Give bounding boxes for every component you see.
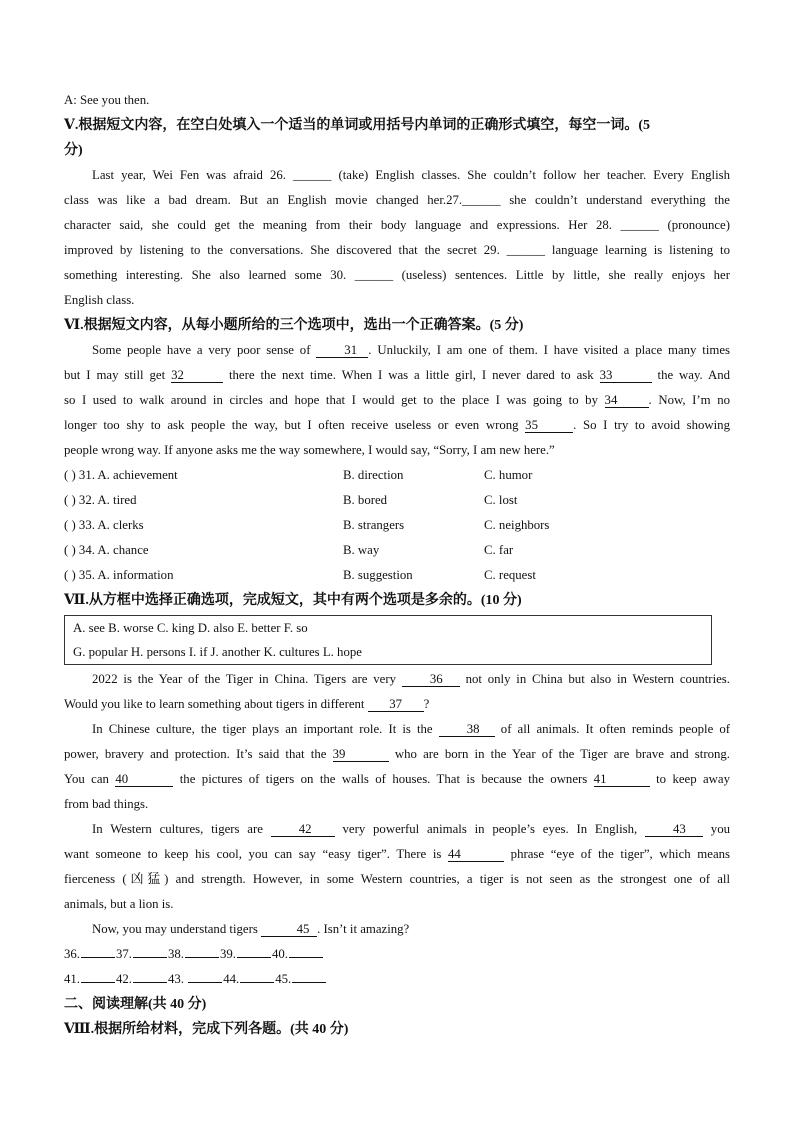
answer-blank[interactable] (133, 945, 167, 958)
blank-34: 34 (605, 393, 649, 408)
question-32-options (64, 488, 730, 513)
section-5-passage-line: class was like a bad dream. But an English movie changed her.27.______ she couldn’t understand everything the (64, 193, 730, 207)
part-2-heading: 二、阅读理解(共 40 分) (64, 997, 207, 1012)
blank-40: 40 (115, 772, 173, 787)
section-5-passage-line: Last year, Wei Fen was afraid 26. ______ (take) English classes. She couldn’t follow her teacher. Every English (92, 168, 730, 182)
question-34-option-c: C. far (484, 543, 514, 557)
blank-42: 42 (271, 822, 335, 837)
answer-blank[interactable] (188, 970, 222, 983)
question-31-option-a: ( ) 31. A. achievement (64, 468, 178, 482)
answer-blank[interactable] (289, 945, 323, 958)
blank-44: 44 (448, 847, 504, 862)
answer-blank[interactable] (81, 970, 115, 983)
section-7-heading: Ⅶ.从方框中选择正确选项，完成短文，其中有两个选项是多余的。(10 分) (64, 593, 522, 608)
section-6-passage-line: longer too shy to ask people the way, but I often receive useless or even wrong 35 . So I try to avoid showing (64, 418, 730, 432)
question-33-option-c: C. neighbors (484, 518, 550, 532)
question-33-option-a: ( ) 33. A. clerks (64, 518, 144, 532)
question-34-option-b: B. way (343, 543, 380, 557)
answer-label: 43. (168, 972, 188, 986)
answer-label: 36. (64, 947, 80, 961)
blank-31: 31 (316, 343, 368, 358)
question-31-option-c: C. humor (484, 468, 533, 482)
section-5-passage-line: English class. (64, 293, 135, 307)
section-7-passage-line: Now, you may understand tigers 45 . Isn’t it amazing? (92, 922, 410, 936)
question-34-option-a: ( ) 34. A. chance (64, 543, 149, 557)
answer-label: 45. (275, 972, 292, 986)
section-7-passage-line: from bad things. (64, 797, 149, 811)
section-7-passage-line: want someone to keep his cool, you can say “easy tiger”. There is 44 phrase “eye of the tiger”, which means (64, 847, 730, 861)
section-7-passage-line: Would you like to learn something about tigers in different 37 ? (64, 697, 430, 711)
answer-blank[interactable] (133, 970, 167, 983)
blank-32: 32 (171, 368, 223, 383)
section-6-passage-line: people wrong way. If anyone asks me the way somewhere, I would say, “Sorry, I am new here.” (64, 443, 555, 457)
section-5-heading: Ⅴ.根据短文内容，在空白处填入一个适当的单词或用括号内单词的正确形式填空，每空一词。(5 (64, 118, 651, 133)
section-5-passage-line: improved by listening to the conversations. She discovered that the secret 29. ______ language learning is listening to (64, 243, 730, 257)
answer-label: 40. (272, 947, 288, 961)
question-35-options (64, 563, 730, 588)
question-34-options (64, 538, 730, 563)
blank-43: 43 (645, 822, 703, 837)
blank-39: 39 (333, 747, 389, 762)
answer-label: 41. (64, 972, 80, 986)
section-7-passage-line: You can 40 the pictures of tigers on the walls of houses. That is because the owners 41 to keep away (64, 772, 731, 786)
section-5-passage-line: character said, she could get the meaning from their body language and expressions. Her 28. ______ (pronounce) (64, 218, 730, 232)
section-6-passage-line: so I used to walk around in circles and hope that I would get to the place I was going to by 34 . Now, I’m no (64, 393, 730, 407)
blank-35: 35 (525, 418, 573, 433)
section-6-passage-line: Some people have a very poor sense of 31 . Unluckily, I am one of them. I have visited a place many times (92, 343, 730, 357)
section-5-heading-cont: 分) (64, 143, 83, 158)
answer-label: 37. (116, 947, 132, 961)
blank-45: 45 (261, 922, 317, 937)
blank-38: 38 (439, 722, 495, 737)
exam-page (64, 88, 730, 1042)
section-7-passage-line: animals, but a lion is. (64, 897, 174, 911)
section-5-passage-line: something interesting. She also learned some 30. ______ (useless) sentences. Little by little, she really enjoys her (64, 268, 730, 282)
answer-blank[interactable] (185, 945, 219, 958)
word-bank-row: G. popular H. persons I. if J. another K. cultures L. hope (73, 645, 362, 659)
section-7-passage-line: 2022 is the Year of the Tiger in China. Tigers are very 36 not only in China but also in Western countries. (92, 672, 730, 686)
section-6-passage-line: but I may still get 32 there the next time. When I was a little girl, I never dared to ask 33 the way. And (64, 368, 730, 382)
question-33-option-b: B. strangers (343, 518, 405, 532)
previous-dialogue-line: A: See you then. (64, 93, 150, 107)
question-32-option-b: B. bored (343, 493, 388, 507)
word-bank-box (64, 615, 712, 665)
question-31-option-b: B. direction (343, 468, 404, 482)
question-35-option-a: ( ) 35. A. information (64, 568, 174, 582)
question-31-options (64, 463, 730, 488)
section-7-passage-line: In Chinese culture, the tiger plays an important role. It is the 38 of all animals. It often reminds people of (92, 722, 730, 736)
section-6-heading: Ⅵ.根据短文内容，从每小题所给的三个选项中，选出一个正确答案。(5 分) (64, 318, 524, 333)
blank-36: 36 (402, 672, 460, 687)
section-7-passage-line: power, bravery and protection. It’s said that the 39 who are born in the Year of the Tiger are brave and strong. (64, 747, 730, 761)
blank-41: 41 (594, 772, 650, 787)
answer-blank[interactable] (81, 945, 115, 958)
question-35-option-b: B. suggestion (343, 568, 413, 582)
question-32-option-a: ( ) 32. A. tired (64, 493, 137, 507)
answer-label: 38. (168, 947, 184, 961)
answer-blank[interactable] (292, 970, 326, 983)
blank-33: 33 (600, 368, 652, 383)
answer-row-41-45 (64, 967, 730, 992)
answer-label: 39. (220, 947, 236, 961)
word-bank-row: A. see B. worse C. king D. also E. better F. so (73, 621, 308, 635)
section-7-passage-line: fierceness (凶猛) and strength. However, in some Western countries, a tiger is not seen as the strongest one of all (64, 872, 730, 886)
blank-37: 37 (368, 697, 424, 712)
answer-blank[interactable] (237, 945, 271, 958)
question-32-option-c: C. lost (484, 493, 518, 507)
section-8-heading: Ⅷ.根据所给材料，完成下列各题。(共 40 分) (64, 1022, 349, 1037)
section-7-passage-line: In Western cultures, tigers are 42 very powerful animals in people’s eyes. In English, 43 you (92, 822, 730, 836)
answer-label: 44. (223, 972, 240, 986)
answer-row-36-40 (64, 942, 730, 967)
question-33-options (64, 513, 730, 538)
answer-label: 42. (116, 972, 132, 986)
question-35-option-c: C. request (484, 568, 536, 582)
answer-blank[interactable] (240, 970, 274, 983)
